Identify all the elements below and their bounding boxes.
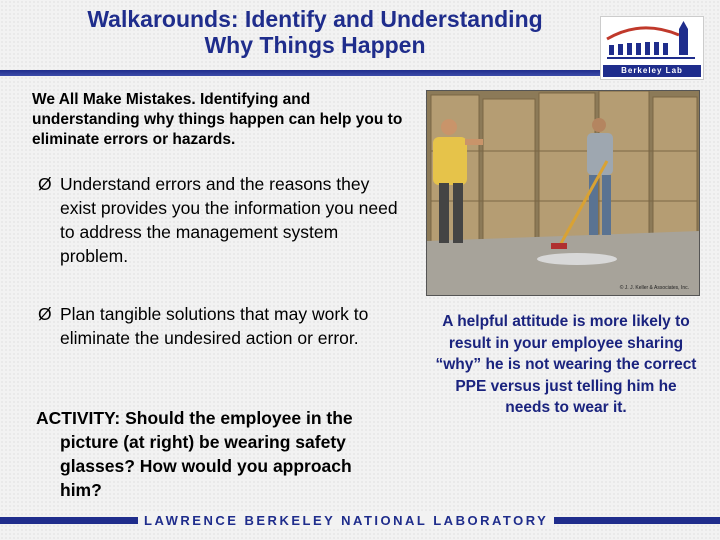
bullet-item — [38, 172, 398, 268]
lab-building-icon — [601, 17, 703, 65]
title-rule — [0, 70, 600, 76]
photo-credit: © J. J. Keller & Associates, Inc. — [619, 285, 689, 291]
warehouse-photo — [426, 90, 700, 296]
bullet-text: Understand errors and the reasons they exist provides you the information you need to address the management system problem. — [60, 174, 398, 266]
slide-title-line-1: Walkarounds: Identify and Understanding — [87, 6, 543, 32]
lead-paragraph: We All Make Mistakes. Identifying and understanding why things happen can help you to eliminate errors or hazards. — [32, 91, 403, 148]
slide-title — [30, 6, 600, 58]
logo-wordmark: Berkeley Lab — [603, 65, 701, 77]
footer-lab-name: LAWRENCE BERKELEY NATIONAL LABORATORY — [138, 512, 554, 529]
berkeley-lab-logo — [600, 16, 704, 80]
slide-title-line-2: Why Things Happen — [204, 32, 426, 58]
bullet-item — [38, 302, 398, 350]
arrow-bullet-icon: Ø — [38, 174, 52, 194]
activity-question: ACTIVITY: Should the employee in the picture (at right) be wearing safety glasses? How would you approach him? — [36, 408, 353, 500]
bullet-text: Plan tangible solutions that may work to eliminate the undesired action or error. — [60, 304, 369, 348]
photo-caption: A helpful attitude is more likely to result in your employee sharing “why” he is not wearing the correct PPE versus just telling him he needs to wear it. — [435, 313, 697, 416]
arrow-bullet-icon: Ø — [38, 304, 52, 324]
